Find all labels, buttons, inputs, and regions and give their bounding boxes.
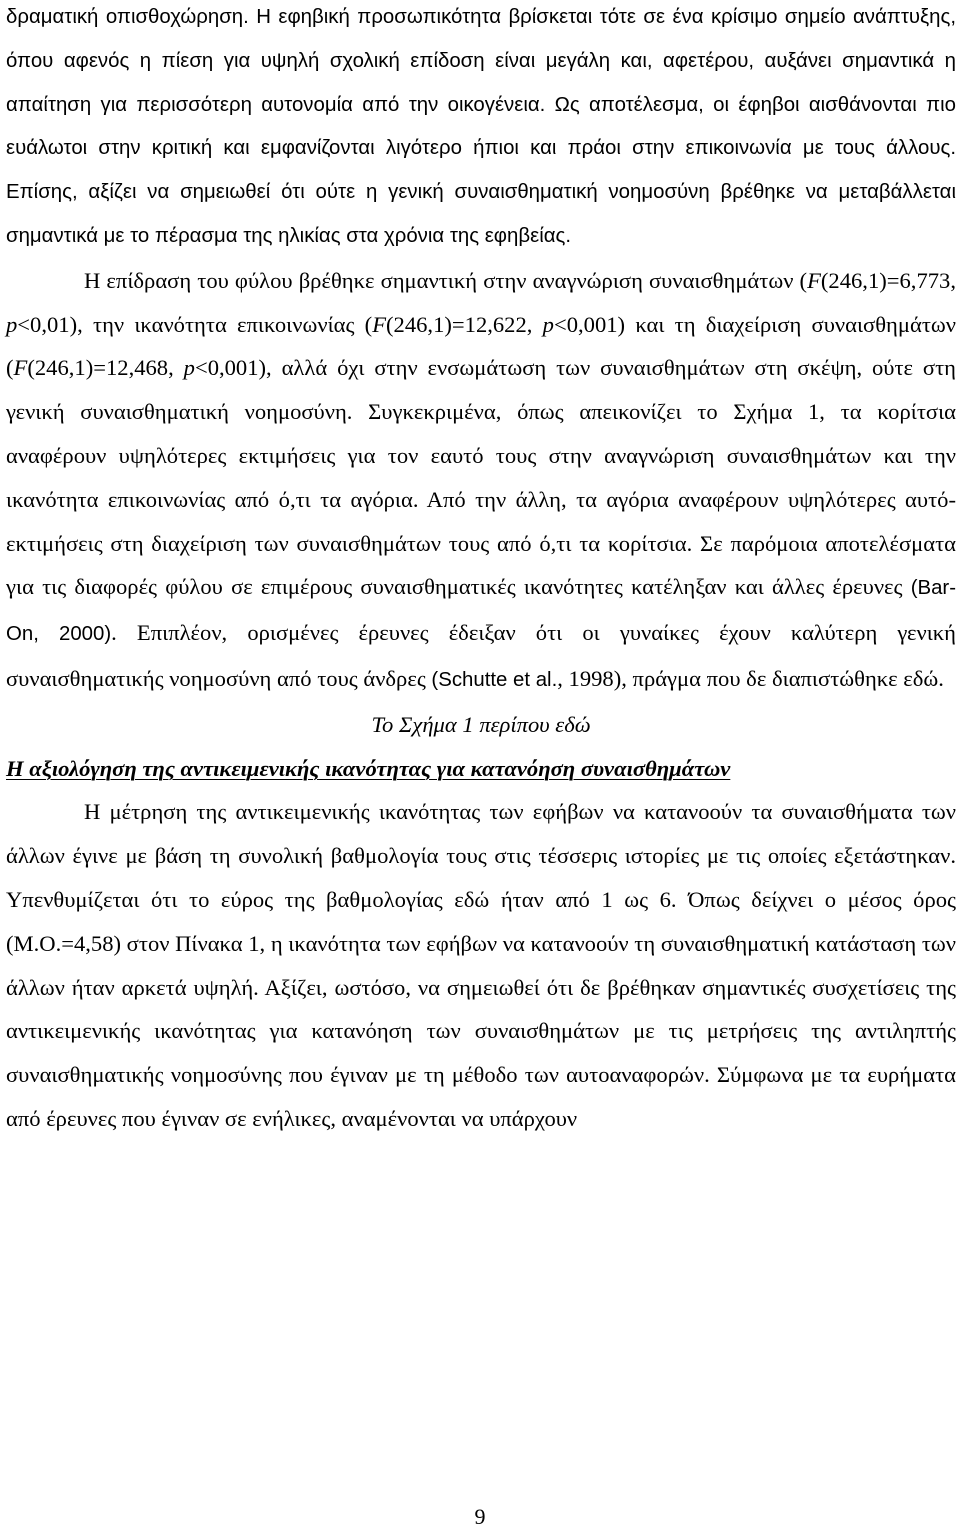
paragraph-3: Η μέτρηση της αντικειμενικής ικανότητας των εφήβων να κατανοούν τα συναισθήματα των άλλων έγινε με βάση τη συνολική βαθμολογία τους στις τέσσερις ιστορίες με τις οποίες εξετάστηκαν. Υπενθυμίζεται ότι το εύρος της βαθμολογίας εδώ ήταν από 1 ως 6. Όπως δείχνει ο μέσος όρος (Μ.Ο.=4,58) στον Πίνακα 1, η ικανότητα των εφήβων να κατανοούν τη συναισθηματική κατάσταση των άλλων ήταν αρκετά υψηλή. Αξίζει, ωστόσο, να σημειωθεί ότι δε βρέθηκαν σημαντικές συσχετίσεις της αντικειμενικής ικανότητας για κατανόηση των συναισθημάτων με τις μετρήσεις της αντιληπτής συναισθηματικής νοημοσύνης που έγιναν με τη μέθοδο των αυτοαναφορών. Σύμφωνα με τα ευρήματα από έρευνες που έγιναν σε ενήλικες, αναμένονται να υπάρχουν — [6, 799, 956, 1131]
p2-text-i: . Επιπλέον, ορισμένες έρευνες έδειξαν ότι οι γυναίκες έχουν καλύτερη γενική συναισθηματικής νοημοσύνη από τους άνδρες — [6, 620, 956, 691]
p2-text-d: (246,1)=12,622, — [386, 311, 543, 337]
p2-text-c: <0,01), την ικανότητα επικοινωνίας ( — [17, 311, 373, 337]
body-text — [6, 0, 956, 1141]
citation-bar-on: (Bar-On, 2000) — [6, 577, 956, 646]
stat-F-3: F — [13, 355, 28, 381]
figure-placement-note: Το Σχήμα 1 περίπου εδώ — [371, 711, 591, 737]
p2-text-f: (246,1)=12,468, — [27, 355, 184, 381]
p2-text-g: <0,001), αλλά όχι στην ενσωμάτωση των συναισθημάτων στη σκέψη, ούτε στη γενική συναισθηματική νοημοσύνη. Συγκεκριμένα, όπως απεικονίζει το Σχήμα 1, τα κορίτσια αναφέρουν υψηλότερες εκτιμήσεις για τον εαυτό τους στην αναγνώριση συναισθημάτων και την ικανότητα επικοινωνίας από ό,τι τα αγόρια. Από την άλλη, τα αγόρια αναφέρουν υψηλότερες αυτό-εκτιμήσεις στη διαχείριση των συναισθημάτων τους από ό,τι τα κορίτσια. Σε παρόμοια αποτελέσματα για τις διαφορές φύλου σε επιμέρους συναισθηματικές ικανότητες κατέληξαν και άλλες έρευνες — [6, 355, 957, 600]
p2-text-k: , 1998), πράγμα που δε διαπιστώθηκε εδώ. — [557, 665, 944, 691]
p2-text-a: Η επίδραση του φύλου βρέθηκε σημαντική στην αναγνώριση συναισθημάτων ( — [84, 267, 808, 293]
stat-p-2: p — [542, 311, 554, 337]
stat-p-3: p — [183, 355, 195, 381]
page-number: 9 — [474, 1504, 486, 1529]
p2-text-e: <0,001) και τη διαχείριση συναισθημάτων ( — [6, 311, 956, 381]
stat-F-2: F — [372, 311, 387, 337]
stat-F-1: F — [807, 267, 821, 293]
stat-p-1: p — [6, 311, 18, 337]
p2-text-b: (246,1)=6,773, — [820, 267, 956, 293]
citation-schutte: (Schutte et al. — [431, 668, 558, 691]
paragraph-2 — [6, 259, 956, 703]
paragraph-1: δραματική οπισθοχώρηση. Η εφηβική προσωπικότητα βρίσκεται τότε σε ένα κρίσιμο σημείο ανάπτυξης, όπου αφενός η πίεση για υψηλή σχολική επίδοση είναι μεγάλη και, αφετέρου, αυξάνει σημαντικά η απαίτηση για περισσότερη αυτονομία από την οικογένεια. Ως αποτέλεσμα, οι έφηβοι αισθάνονται πιο ευάλωτοι στην κριτική και εμφανίζονται λιγότερο ήπιοι και πράοι στην επικοινωνία με τους άλλους. Επίσης, αξίζει να σημειωθεί ότι ούτε η γενική συναισθηματική νοημοσύνη βρέθηκε να μεταβάλλεται σημαντικά με το πέρασμα της ηλικίας στα χρόνια της εφηβείας. — [6, 6, 956, 247]
section-heading: Η αξιολόγηση της αντικειμενικής ικανότητας για κατανόηση συναισθημάτων — [6, 755, 731, 781]
